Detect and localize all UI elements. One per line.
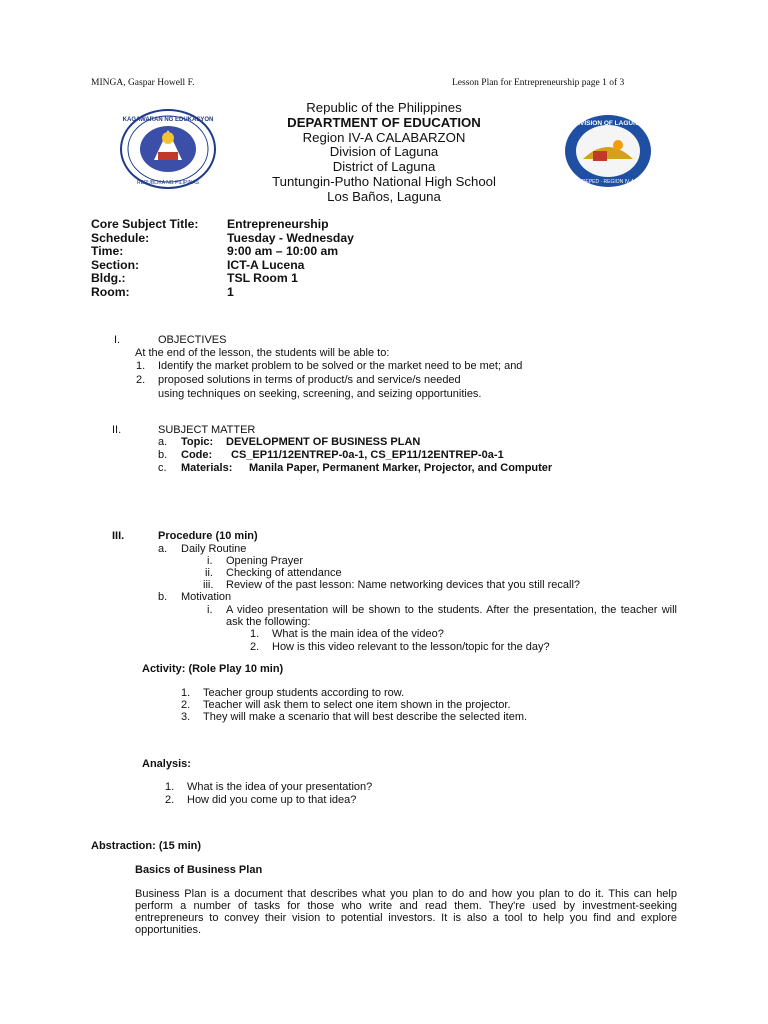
topic-value: DEVELOPMENT OF BUSINESS PLAN xyxy=(226,436,421,448)
list-roman: iii. xyxy=(203,579,214,591)
list-number: 3. xyxy=(181,711,191,723)
letterhead-department: DEPARTMENT OF EDUCATION xyxy=(287,114,481,130)
section-number: II. xyxy=(112,424,122,436)
analysis-heading: Analysis: xyxy=(142,758,191,770)
info-label: Bldg.: xyxy=(91,271,126,286)
list-letter: b. xyxy=(158,449,168,461)
svg-text:DIVISION OF LAGUNA: DIVISION OF LAGUNA xyxy=(573,120,643,127)
activity-item: They will make a scenario that will best describe the selected item. xyxy=(203,711,528,723)
list-roman: i. xyxy=(207,555,213,567)
svg-text:REPUBLIKA NG PILIPINAS: REPUBLIKA NG PILIPINAS xyxy=(137,180,199,186)
abstraction-subheading: Basics of Business Plan xyxy=(135,864,263,876)
document-title: Lesson Plan for Entrepreneurship page 1 of 3 xyxy=(452,78,625,88)
author-name: MINGA, Gaspar Howell F. xyxy=(91,78,195,88)
info-label: Core Subject Title: xyxy=(91,217,199,231)
letterhead-district: District of Laguna xyxy=(332,159,436,175)
letterhead-division: Division of Laguna xyxy=(329,144,439,160)
info-value: ICT-A Lucena xyxy=(227,257,305,272)
svg-text:DEPED · REGION IV-A: DEPED · REGION IV-A xyxy=(581,179,635,185)
list-number: 1. xyxy=(250,628,260,640)
list-number: 1. xyxy=(165,781,175,793)
svg-text:KAGAWARAN NG EDUKASYON: KAGAWARAN NG EDUKASYON xyxy=(122,117,214,123)
code-label: Code: xyxy=(181,449,213,461)
objective-continuation: using techniques on seeking, screening, and seizing opportunities. xyxy=(158,388,482,400)
materials-value: Manila Paper, Permanent Marker, Projector, and Computer xyxy=(249,462,553,474)
list-letter: a. xyxy=(158,543,168,555)
code-value: CS_EP11/12ENTREP-0a-1, CS_EP11/12ENTREP-0a-1 xyxy=(231,449,504,461)
routine-item: Checking of attendance xyxy=(226,567,342,579)
list-letter: a. xyxy=(158,436,168,448)
motivation-question: What is the main idea of the video? xyxy=(272,628,444,640)
info-label: Time: xyxy=(91,244,124,259)
activity-heading: Activity: (Role Play 10 min) xyxy=(142,663,284,675)
list-number: 2. xyxy=(136,374,146,386)
objective-item: proposed solutions in terms of product/s and service/s needed xyxy=(158,374,461,386)
business-plan-paragraph: Business Plan is a document that describes what you plan to do and how you plan to do it. This can help perform a number of tasks for those who write and read them. They're used by investment-seeking entrepreneurs to convey their vision to potential investors. It is also a tool to help you find and explore opportunities. xyxy=(135,888,677,936)
info-value: Tuesday - Wednesday xyxy=(227,230,354,245)
list-number: 2. xyxy=(181,699,191,711)
info-value: TSL Room 1 xyxy=(227,271,298,286)
objectives-heading: OBJECTIVES xyxy=(158,334,227,346)
subject-heading: SUBJECT MATTER xyxy=(158,424,256,436)
info-label: Section: xyxy=(91,257,140,272)
info-label: Schedule: xyxy=(91,230,150,245)
section-number: III. xyxy=(112,530,125,542)
info-label: Room: xyxy=(91,284,130,299)
motivation-question: How is this video relevant to the lesson/topic for the day? xyxy=(272,641,550,653)
letterhead-region: Region IV-A CALABARZON xyxy=(302,129,466,145)
list-number: 1. xyxy=(181,687,191,699)
list-number: 2. xyxy=(165,794,175,806)
letterhead-republic: Republic of the Philippines xyxy=(306,100,462,115)
procedure-heading: Procedure (10 min) xyxy=(158,530,258,542)
list-number: 1. xyxy=(136,360,146,372)
abstraction-heading: Abstraction: (15 min) xyxy=(91,840,202,852)
course-info xyxy=(91,218,354,300)
routine-item: Review of the past lesson: Name networking devices that you still recall? xyxy=(226,579,581,591)
letterhead xyxy=(0,101,768,205)
motivation: Motivation xyxy=(181,591,232,603)
routine-item: Opening Prayer xyxy=(226,555,304,567)
materials-label: Materials: xyxy=(181,462,233,474)
activity-item: Teacher group students according to row. xyxy=(203,687,405,699)
list-roman: ii. xyxy=(205,567,213,579)
analysis-question: How did you come up to that idea? xyxy=(187,794,357,806)
analysis-question: What is the idea of your presentation? xyxy=(187,781,373,793)
letterhead-school: Tuntungin-Putho National High School xyxy=(272,173,496,189)
info-value: 1 xyxy=(227,284,234,299)
objectives-intro: At the end of the lesson, the students will be able to: xyxy=(135,347,390,359)
activity-item: Teacher will ask them to select one item shown in the projector. xyxy=(203,699,511,711)
topic-label: Topic: xyxy=(181,436,214,448)
objective-item: Identify the market problem to be solved or the market need to be met; and xyxy=(158,360,523,372)
list-letter: c. xyxy=(158,462,167,474)
list-letter: b. xyxy=(158,591,168,603)
motivation-description: A video presentation will be shown to the students. After the presentation, the teacher will ask the following: xyxy=(226,604,677,628)
list-number: 2. xyxy=(250,641,260,653)
daily-routine: Daily Routine xyxy=(181,543,247,555)
letterhead-location: Los Baños, Laguna xyxy=(327,188,441,204)
list-roman: i. xyxy=(207,604,213,616)
info-value: 9:00 am – 10:00 am xyxy=(227,244,339,259)
section-number: I. xyxy=(114,334,121,346)
info-value: Entrepreneurship xyxy=(227,217,329,231)
